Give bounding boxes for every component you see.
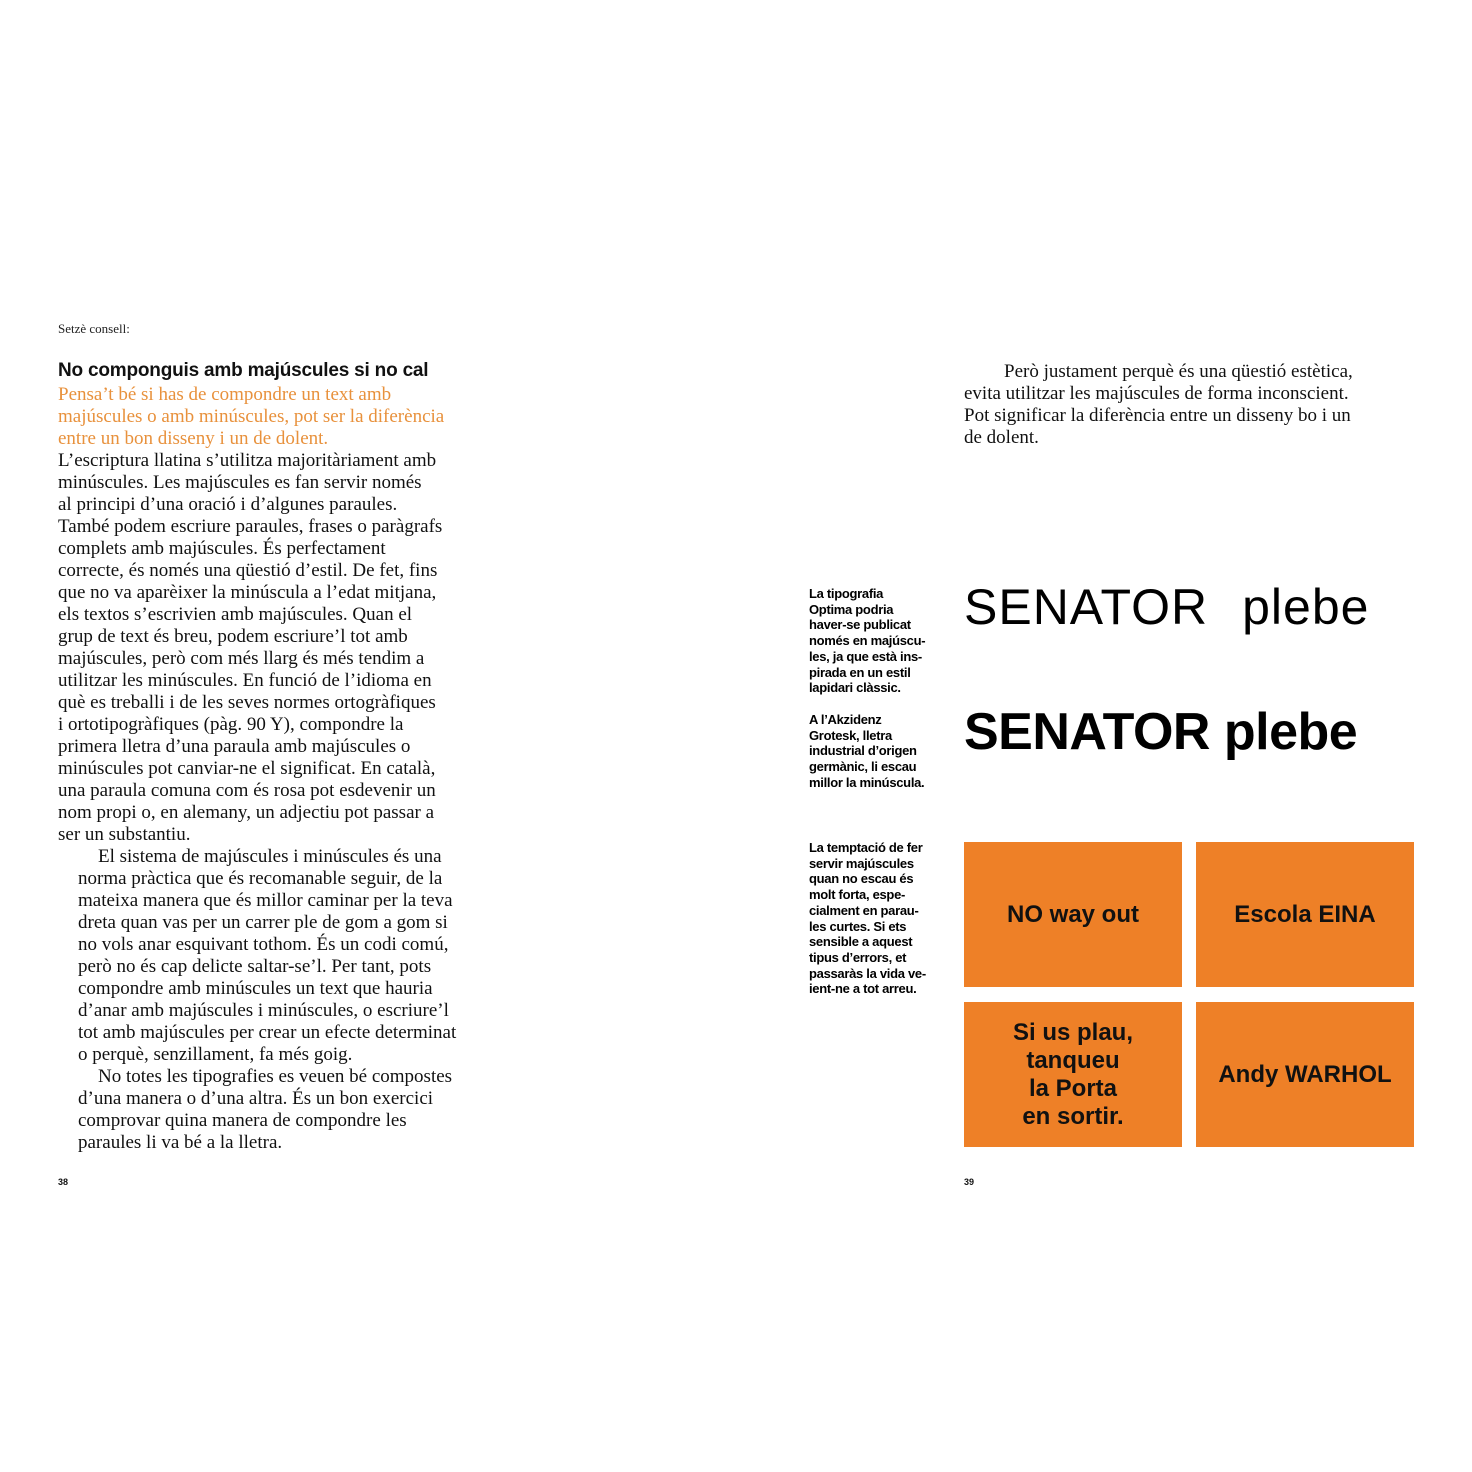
body-text xyxy=(58,450,518,1154)
tile-line: Si us plau, xyxy=(1012,1018,1134,1046)
body-line: El sistema de majúscules i minúscules és una xyxy=(98,846,442,867)
note-line: servir majúscules xyxy=(809,855,914,871)
sample-akzidenz-lower: plebe xyxy=(1223,703,1358,761)
body-line: què es treballi i de les seves normes ortogràfiques xyxy=(58,692,436,713)
tile-line: NO way out xyxy=(1006,900,1139,928)
note-line: millor la minúscula. xyxy=(809,774,925,790)
tile-line: Andy WARHOL xyxy=(1218,1060,1392,1088)
body-line: minúscules. Les majúscules es fan servir només xyxy=(58,472,422,493)
sample-optima-caps: SENATOR xyxy=(964,579,1209,635)
note-temptation xyxy=(809,840,959,997)
intro-paragraph xyxy=(964,361,1424,449)
note-line: lapidari clàssic. xyxy=(809,680,901,696)
body-line: majúscules, però com més llarg és més tendim a xyxy=(58,648,425,669)
note-line: les, ja que està ins- xyxy=(809,648,922,664)
page-number-right: 39 xyxy=(964,1177,975,1187)
note-line: cialment en parau- xyxy=(809,902,919,918)
tile-line: en sortir. xyxy=(1022,1102,1124,1130)
body-line: mateixa manera que és millor caminar per la teva xyxy=(78,890,453,911)
body-line: tot amb majúscules per crear un efecte determinat xyxy=(78,1022,457,1043)
note-akzidenz xyxy=(809,712,959,791)
intro-line: evita utilitzar les majúscules de forma inconscient. xyxy=(964,383,1349,404)
body-line: compondre amb minúscules un text que hauria xyxy=(78,978,433,999)
tile-line: la Porta xyxy=(1028,1074,1118,1102)
intro-line: Però justament perquè és una qüestió estètica, xyxy=(1004,361,1353,382)
body-line: utilitzar les minúscules. En funció de l’idioma en xyxy=(58,670,432,691)
body-paragraph xyxy=(58,450,518,846)
body-line: norma pràctica que és recomanable seguir, de la xyxy=(78,868,443,889)
lede-line: majúscules o amb minúscules, pot ser la diferència xyxy=(58,406,445,427)
body-line: una paraula comuna com és rosa pot esdevenir un xyxy=(58,780,436,801)
body-line: També podem escriure paraules, frases o paràgrafs xyxy=(58,516,443,537)
body-line: grup de text és breu, podem escriure’l tot amb xyxy=(58,626,408,647)
note-line: germànic, li escau xyxy=(809,759,917,775)
body-line: comprovar quina manera de compondre les xyxy=(78,1110,407,1131)
body-line: complets amb majúscules. És perfectament xyxy=(58,538,386,559)
section-label: Setzè consell: xyxy=(58,321,130,336)
intro-line: de dolent. xyxy=(964,427,1039,448)
body-line: al principi d’una oració i d’algunes paraules. xyxy=(58,494,398,515)
intro-line: Pot significar la diferència entre un disseny bo i un xyxy=(964,405,1351,426)
note-line: A l’Akzidenz xyxy=(809,712,882,727)
body-line: que no va aparèixer la minúscula a l’edat mitjana, xyxy=(58,582,437,603)
lede-paragraph xyxy=(58,384,518,450)
lede-line: entre un bon disseny i un de dolent. xyxy=(58,428,329,449)
note-line: La tipografia xyxy=(809,586,884,601)
body-line: d’una manera o d’una altra. És un bon exercici xyxy=(78,1088,434,1109)
page-heading: No componguis amb majúscules si no cal xyxy=(58,360,429,381)
note-line: Grotesk, lletra xyxy=(809,727,892,743)
note-line: industrial d’origen xyxy=(809,743,917,759)
note-line: només en majúscu- xyxy=(809,633,926,649)
body-line: ser un substantiu. xyxy=(58,824,191,845)
tile-text xyxy=(1234,901,1375,929)
note-line: les curtes. Si ets xyxy=(809,918,907,934)
body-line: o perquè, senzillament, fa més goig. xyxy=(78,1044,353,1065)
tile-line: Escola EINA xyxy=(1234,900,1376,928)
body-line: paraules li va bé a la lletra. xyxy=(78,1132,283,1153)
body-line: dreta quan vas per un carrer ple de gom a gom si xyxy=(78,912,448,933)
note-line: haver-se publicat xyxy=(809,617,911,633)
note-line: sensible a aquest xyxy=(809,934,913,950)
body-line: nom propi o, en alemany, un adjectiu pot passar a xyxy=(58,802,435,823)
sample-optima-lower: plebe xyxy=(1242,579,1370,635)
body-line: No totes les tipografies es veuen bé compostes xyxy=(98,1066,453,1087)
note-line: quan no escau és xyxy=(809,871,914,887)
page-number-left: 38 xyxy=(58,1177,69,1187)
body-line: els textos s’escrivien amb majúscules. Quan el xyxy=(58,604,413,625)
tile-andy-warhol xyxy=(1196,1002,1414,1147)
lede-line: Pensa’t bé si has de compondre un text amb xyxy=(58,384,392,405)
body-line: L’escriptura llatina s’utilitza majoritàriament amb xyxy=(58,450,437,471)
note-line: tipus d’errors, et xyxy=(809,949,907,965)
sample-akzidenz xyxy=(964,702,1357,762)
sample-optima xyxy=(964,578,1369,636)
body-paragraph xyxy=(58,846,518,1066)
note-line: molt forta, espe- xyxy=(809,887,906,903)
note-optima xyxy=(809,586,959,696)
body-line: però no és cap delicte saltar-se’l. Per tant, pots xyxy=(78,956,432,977)
body-paragraph xyxy=(58,1066,518,1154)
note-line: La temptació de fer xyxy=(809,840,923,855)
body-line: d’anar amb majúscules i minúscules, o escriure’l xyxy=(78,1000,449,1021)
body-line: i ortotipogràfiques (pàg. 90 Y), compondre la xyxy=(58,714,404,735)
note-line: ient-ne a tot arreu. xyxy=(809,981,917,997)
tile-si-us-plau xyxy=(964,1002,1182,1147)
body-line: minúscules pot canviar-ne el significat. En català, xyxy=(58,758,436,779)
tile-text xyxy=(1218,1061,1391,1089)
note-line: pirada en un estil xyxy=(809,664,911,680)
note-line: Optima podria xyxy=(809,601,894,617)
tile-line: tanqueu xyxy=(1026,1046,1120,1074)
body-line: correcte, és només una qüestió d’estil. De fet, fins xyxy=(58,560,438,581)
tile-text xyxy=(1013,1019,1133,1131)
note-line: passaràs la vida ve- xyxy=(809,965,926,981)
sample-akzidenz-caps: SENATOR xyxy=(964,703,1210,761)
tile-escola-eina xyxy=(1196,842,1414,987)
tile-text xyxy=(1007,901,1139,929)
tile-no-way-out xyxy=(964,842,1182,987)
body-line: primera lletra d’una paraula amb majúscules o xyxy=(58,736,411,757)
body-line: no vols anar esquivant tothom. És un codi comú, xyxy=(78,934,449,955)
